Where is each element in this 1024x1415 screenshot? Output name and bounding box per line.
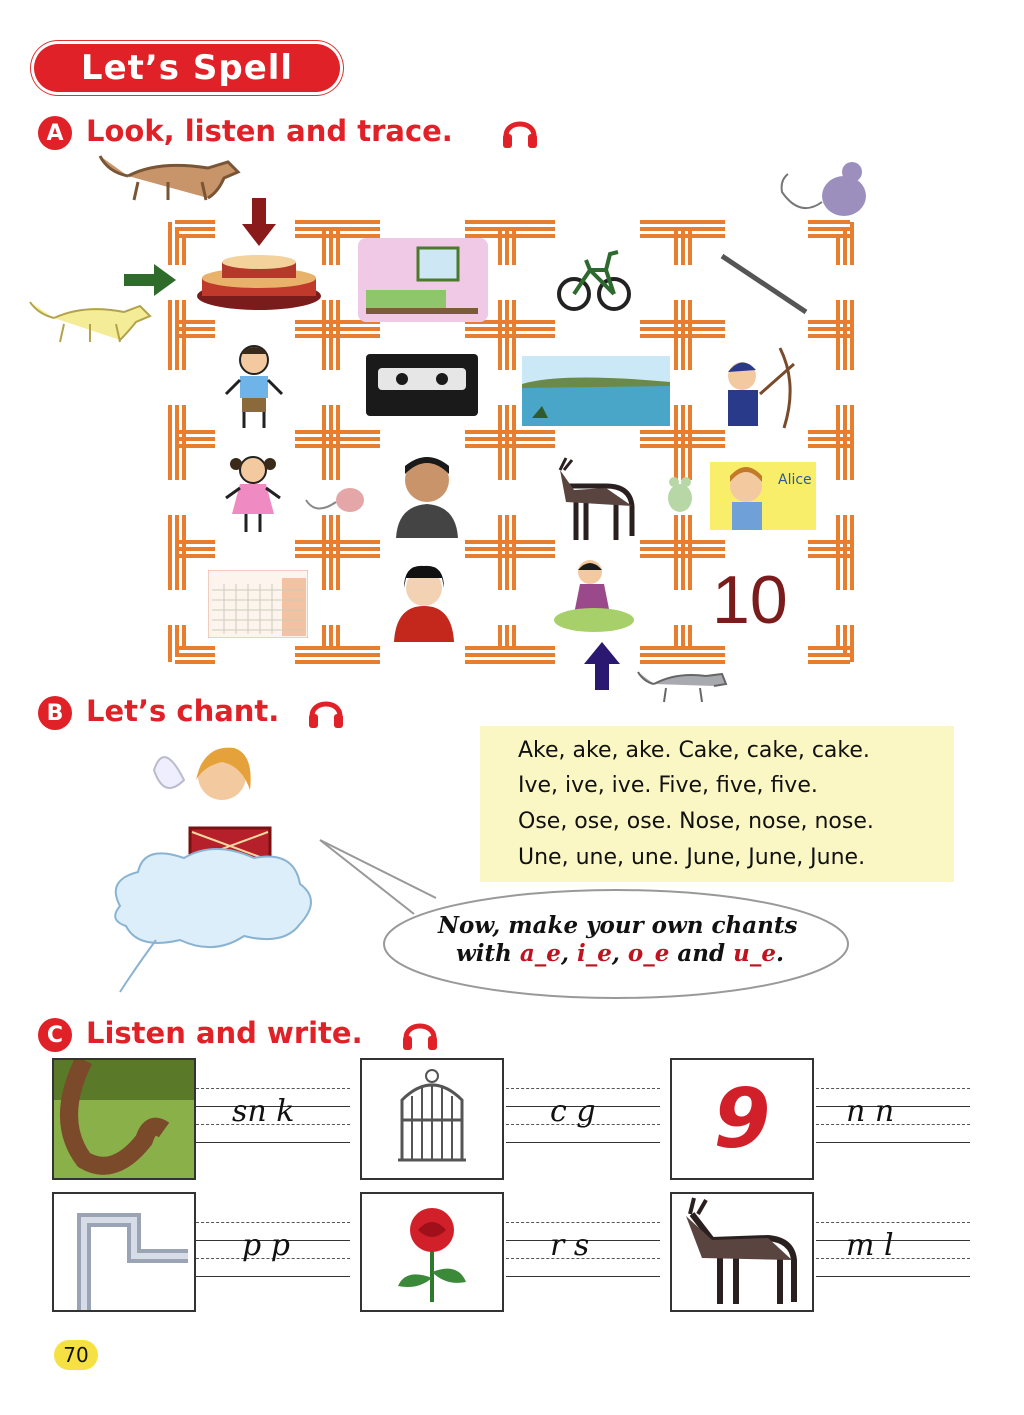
snake-icon	[54, 1060, 194, 1178]
headphones-icon[interactable]	[400, 1014, 440, 1054]
eating-child-picture	[544, 556, 644, 638]
rat-picture	[780, 158, 876, 222]
hint-m-l: m l	[846, 1228, 894, 1263]
pipe-picture	[52, 1192, 196, 1312]
hint-r-s: r s	[550, 1228, 590, 1263]
snake-picture	[52, 1058, 196, 1180]
number-ten-label: 10	[712, 562, 788, 638]
yellow-cat-picture	[28, 294, 154, 344]
page-title: Let’s Spell	[80, 48, 294, 88]
bike-picture	[556, 240, 632, 316]
write-lines-3[interactable]	[816, 1078, 970, 1158]
section-b-badge: B	[38, 696, 72, 730]
bubble-with: with	[456, 940, 512, 967]
section-a-title: Look, listen and trace.	[86, 114, 453, 148]
cage-picture	[360, 1058, 504, 1180]
cake-picture	[194, 248, 324, 312]
man-picture	[392, 452, 462, 538]
hint-sn-k: sn k	[232, 1094, 295, 1129]
hint-p-p: p p	[242, 1228, 290, 1263]
page-number: 70	[54, 1340, 98, 1370]
chant-line-4: Une, une, une. June, June, June.	[518, 845, 866, 870]
hint-n-n: n n	[846, 1094, 895, 1129]
down-arrow-icon	[240, 196, 278, 248]
mouse-green-picture	[660, 474, 700, 518]
mule-icon	[672, 1194, 812, 1310]
birdcage-icon	[362, 1060, 502, 1178]
write-lines-4[interactable]	[196, 1212, 350, 1292]
section-a-badge: A	[38, 116, 72, 150]
bubble-period: .	[775, 940, 784, 967]
write-lines-2[interactable]	[506, 1078, 660, 1158]
hint-c-g: c g	[550, 1094, 596, 1129]
bubble-comma-2: ,	[611, 940, 620, 967]
pole-picture	[720, 252, 810, 316]
write-lines-6[interactable]	[816, 1212, 970, 1292]
alice-label: Alice	[778, 472, 812, 488]
angel-drummer-picture	[104, 740, 324, 1000]
mouse-picture	[304, 476, 374, 520]
nine-picture	[670, 1058, 814, 1180]
rose-picture	[360, 1192, 504, 1312]
pattern-i-e: i_e	[576, 940, 612, 967]
bubble-line-1: Now, make your own chants	[438, 912, 798, 939]
write-lines-1[interactable]	[196, 1078, 350, 1158]
mule-maze-picture	[546, 456, 646, 542]
mule-picture	[670, 1192, 814, 1312]
section-c-badge: C	[38, 1018, 72, 1052]
grey-cat-picture	[636, 664, 732, 704]
maze-grid	[0, 150, 1024, 710]
pattern-u-e: u_e	[733, 940, 776, 967]
chant-line-2: Ive, ive, ive. Five, five, five.	[518, 773, 818, 798]
section-b-title: Let’s chant.	[86, 694, 280, 728]
headphones-icon[interactable]	[306, 692, 346, 732]
tape-picture	[366, 354, 478, 416]
bubble-and: and	[677, 940, 726, 967]
bubble-line-2	[456, 940, 784, 967]
boy-picture	[224, 344, 284, 430]
chant-line-3: Ose, ose, ose. Nose, nose, nose.	[518, 809, 874, 834]
bedroom-picture	[358, 238, 488, 322]
lake-picture	[522, 356, 670, 426]
alice-picture	[710, 462, 816, 530]
pattern-o-e: o_e	[627, 940, 670, 967]
calendar-picture	[208, 570, 308, 638]
girl-picture	[222, 454, 284, 534]
section-c-title: Listen and write.	[86, 1016, 363, 1050]
section-title-banner	[34, 44, 340, 92]
cougar-picture	[98, 152, 244, 202]
nine-text: 9	[713, 1071, 771, 1167]
bubble-comma-1: ,	[560, 940, 569, 967]
start-arrow-icon	[122, 262, 178, 298]
chant-line-1: Ake, ake, ake. Cake, cake, cake.	[518, 738, 870, 763]
archer-picture	[720, 344, 798, 430]
headphones-icon[interactable]	[500, 112, 540, 152]
rose-icon	[362, 1194, 502, 1310]
alice-figure-icon	[718, 462, 778, 530]
write-lines-5[interactable]	[506, 1212, 660, 1292]
pipe-icon	[54, 1194, 194, 1310]
up-arrow-icon	[582, 640, 622, 692]
pattern-a-e: a_e	[519, 940, 561, 967]
japanese-girl-picture	[390, 562, 458, 642]
